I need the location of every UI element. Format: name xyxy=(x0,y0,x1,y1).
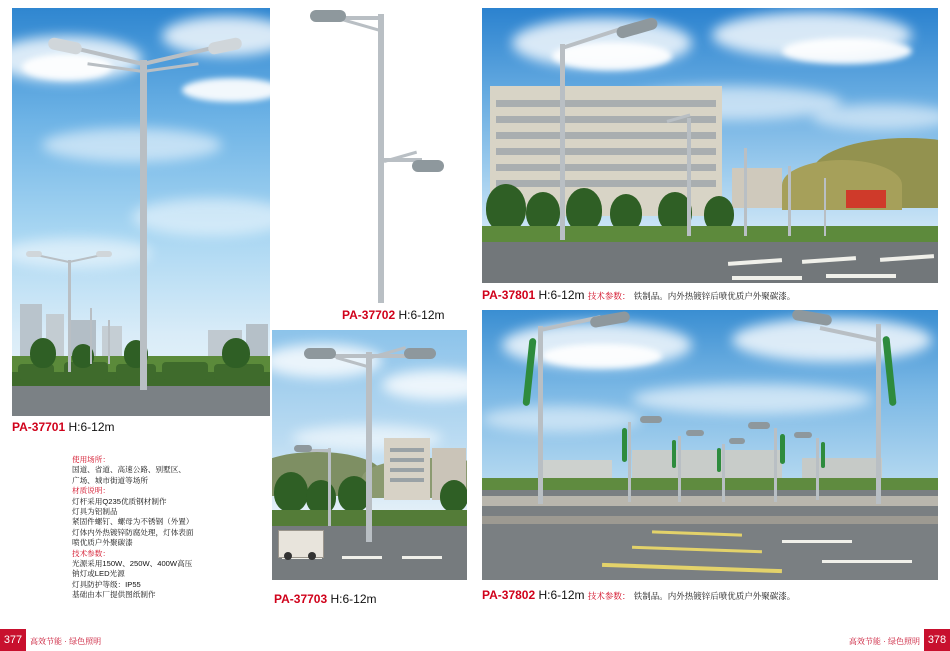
lamp-head-right xyxy=(404,348,436,359)
tech-label: 技术参数： xyxy=(587,291,631,301)
footer-right xyxy=(820,629,950,651)
road-marking xyxy=(822,560,912,563)
cloud xyxy=(482,406,642,432)
lamp-head xyxy=(748,422,770,429)
spec-line: 灯体内外热镀锌防腐处理，灯体表面 xyxy=(72,527,194,537)
spec-line: 钠灯或LED光源 xyxy=(72,569,125,579)
road-marking xyxy=(732,276,802,280)
product-photo-pa37802 xyxy=(482,310,938,580)
tree xyxy=(222,338,250,368)
building-window-row xyxy=(496,180,716,187)
product-photo-pa37703 xyxy=(272,330,467,580)
lamp-head-lower xyxy=(412,160,444,172)
spec-line: 光源采用150W、250W、400W高压 xyxy=(72,559,193,569)
building-window-row xyxy=(496,132,716,139)
tree xyxy=(274,472,308,512)
lamp-pole-foreground-left xyxy=(538,326,543,504)
tech-label: 技术参数： xyxy=(587,591,631,601)
spec-line: 材质说明： xyxy=(72,486,110,496)
tree xyxy=(30,338,56,368)
lamp-head xyxy=(96,251,112,257)
lamp-pole-foreground xyxy=(560,44,565,240)
cloud xyxy=(732,318,932,362)
building-window-row xyxy=(496,100,716,107)
cloud xyxy=(632,384,872,414)
product-photo-pa37702 xyxy=(290,8,465,303)
spec-line: 基础由本厂提供图纸制作 xyxy=(72,590,156,600)
lamp-head xyxy=(686,430,704,436)
road-marking xyxy=(782,540,852,543)
spec-line: 国道、省道、高速公路、别墅区、 xyxy=(72,465,186,475)
lamp-pole-foreground-right xyxy=(876,324,881,504)
building-window-row xyxy=(496,148,716,155)
lamp-pole-secondary xyxy=(68,260,71,372)
lamp-head-left xyxy=(304,348,336,359)
lamp-head xyxy=(26,251,42,257)
greenbelt xyxy=(482,226,938,242)
truck-wheel xyxy=(284,552,292,560)
building-window-row xyxy=(390,468,424,472)
caption-pa37802 xyxy=(482,588,795,602)
lamp-pole-secondary xyxy=(328,448,331,526)
product-size: H:6-12m xyxy=(538,288,585,302)
lamp-head-upper xyxy=(310,10,346,22)
spec-line: 使用场所： xyxy=(72,455,110,464)
footer-text-left: 高效节能 · 绿色照明 xyxy=(30,637,102,646)
cloud xyxy=(42,128,222,162)
lamp-pole xyxy=(744,148,747,236)
lamp-pole xyxy=(687,118,691,236)
billboard xyxy=(846,190,886,208)
lamp-pole xyxy=(628,422,631,502)
green-decorative-fin xyxy=(821,442,825,468)
tech-text: 铁制品。内外热镀锌后喷优质户外聚碳漆。 xyxy=(633,291,796,301)
specification-text xyxy=(72,455,272,601)
green-decorative-fin xyxy=(622,428,627,462)
road-marking xyxy=(402,556,442,559)
lamp-pole-far xyxy=(90,308,92,364)
spec-line: 紧固件螺钉、螺母为不锈钢（外置） xyxy=(72,517,194,527)
cloud xyxy=(542,344,662,368)
spec-line: 技术参数： xyxy=(72,548,110,558)
page-number-left: 377 xyxy=(0,629,26,651)
tech-text: 铁制品。内外热镀锌后喷优质户外聚碳漆。 xyxy=(633,591,796,601)
product-photo-pa37701 xyxy=(12,8,270,416)
product-code: PA-37702 xyxy=(342,308,396,322)
building-window-row xyxy=(496,164,716,171)
truck-wheel xyxy=(308,552,316,560)
lamp-pole xyxy=(774,428,777,502)
lamp-pole xyxy=(678,436,681,502)
building-window-row xyxy=(390,448,424,452)
tree xyxy=(440,480,467,512)
road-marking xyxy=(342,556,382,559)
hedge xyxy=(162,362,208,380)
building-window-row xyxy=(390,458,424,462)
lamp-head xyxy=(294,445,312,452)
page-spine xyxy=(474,0,476,651)
building-window-row xyxy=(390,478,424,482)
lamp-pole xyxy=(366,352,372,542)
product-code: PA-37802 xyxy=(482,588,536,602)
caption-pa37702 xyxy=(342,308,445,322)
lamp-pole xyxy=(722,444,725,502)
product-size: H:6-12m xyxy=(68,420,115,434)
product-size: H:6-12m xyxy=(330,592,377,606)
caption-pa37801 xyxy=(482,288,795,302)
lamp-pole-far xyxy=(108,320,110,364)
cloud xyxy=(22,54,112,80)
spec-line: 灯具为铝制品 xyxy=(72,507,118,517)
product-size: H:6-12m xyxy=(538,588,585,602)
caption-pa37701 xyxy=(12,420,115,434)
footer-left xyxy=(0,629,130,651)
building xyxy=(732,168,782,208)
green-decorative-fin xyxy=(780,434,785,464)
lamp-pole xyxy=(140,60,147,390)
overpass-structure xyxy=(632,450,782,480)
spec-line: 灯杆采用Q235优质钢材制作 xyxy=(72,496,167,506)
road-marking xyxy=(826,274,896,278)
tree xyxy=(486,184,526,232)
product-code: PA-37801 xyxy=(482,288,536,302)
lamp-pole xyxy=(824,178,826,236)
spec-line: 喷优质户外聚碳漆 xyxy=(72,538,133,548)
lamp-pole xyxy=(788,166,791,236)
tree xyxy=(306,480,336,514)
product-code: PA-37701 xyxy=(12,420,66,434)
road-barrier xyxy=(482,516,938,524)
product-size: H:6-12m xyxy=(398,308,445,322)
lamp-head xyxy=(729,438,745,444)
lamp-head xyxy=(794,432,812,438)
green-decorative-fin xyxy=(717,448,721,472)
footer-text-right: 高效节能 · 绿色照明 xyxy=(848,637,920,646)
product-photo-pa37801 xyxy=(482,8,938,283)
lamp-pole xyxy=(816,438,819,500)
page-number-right: 378 xyxy=(924,629,950,651)
cloud xyxy=(782,38,912,64)
green-decorative-fin xyxy=(672,440,676,468)
spec-line: 灯具防护等级：IP55 xyxy=(72,579,141,589)
lamp-head xyxy=(640,416,662,423)
road-barrier xyxy=(482,496,938,506)
product-code: PA-37703 xyxy=(274,592,328,606)
caption-pa37703 xyxy=(274,592,377,606)
spec-line: 广场、城市街道等场所 xyxy=(72,475,148,485)
